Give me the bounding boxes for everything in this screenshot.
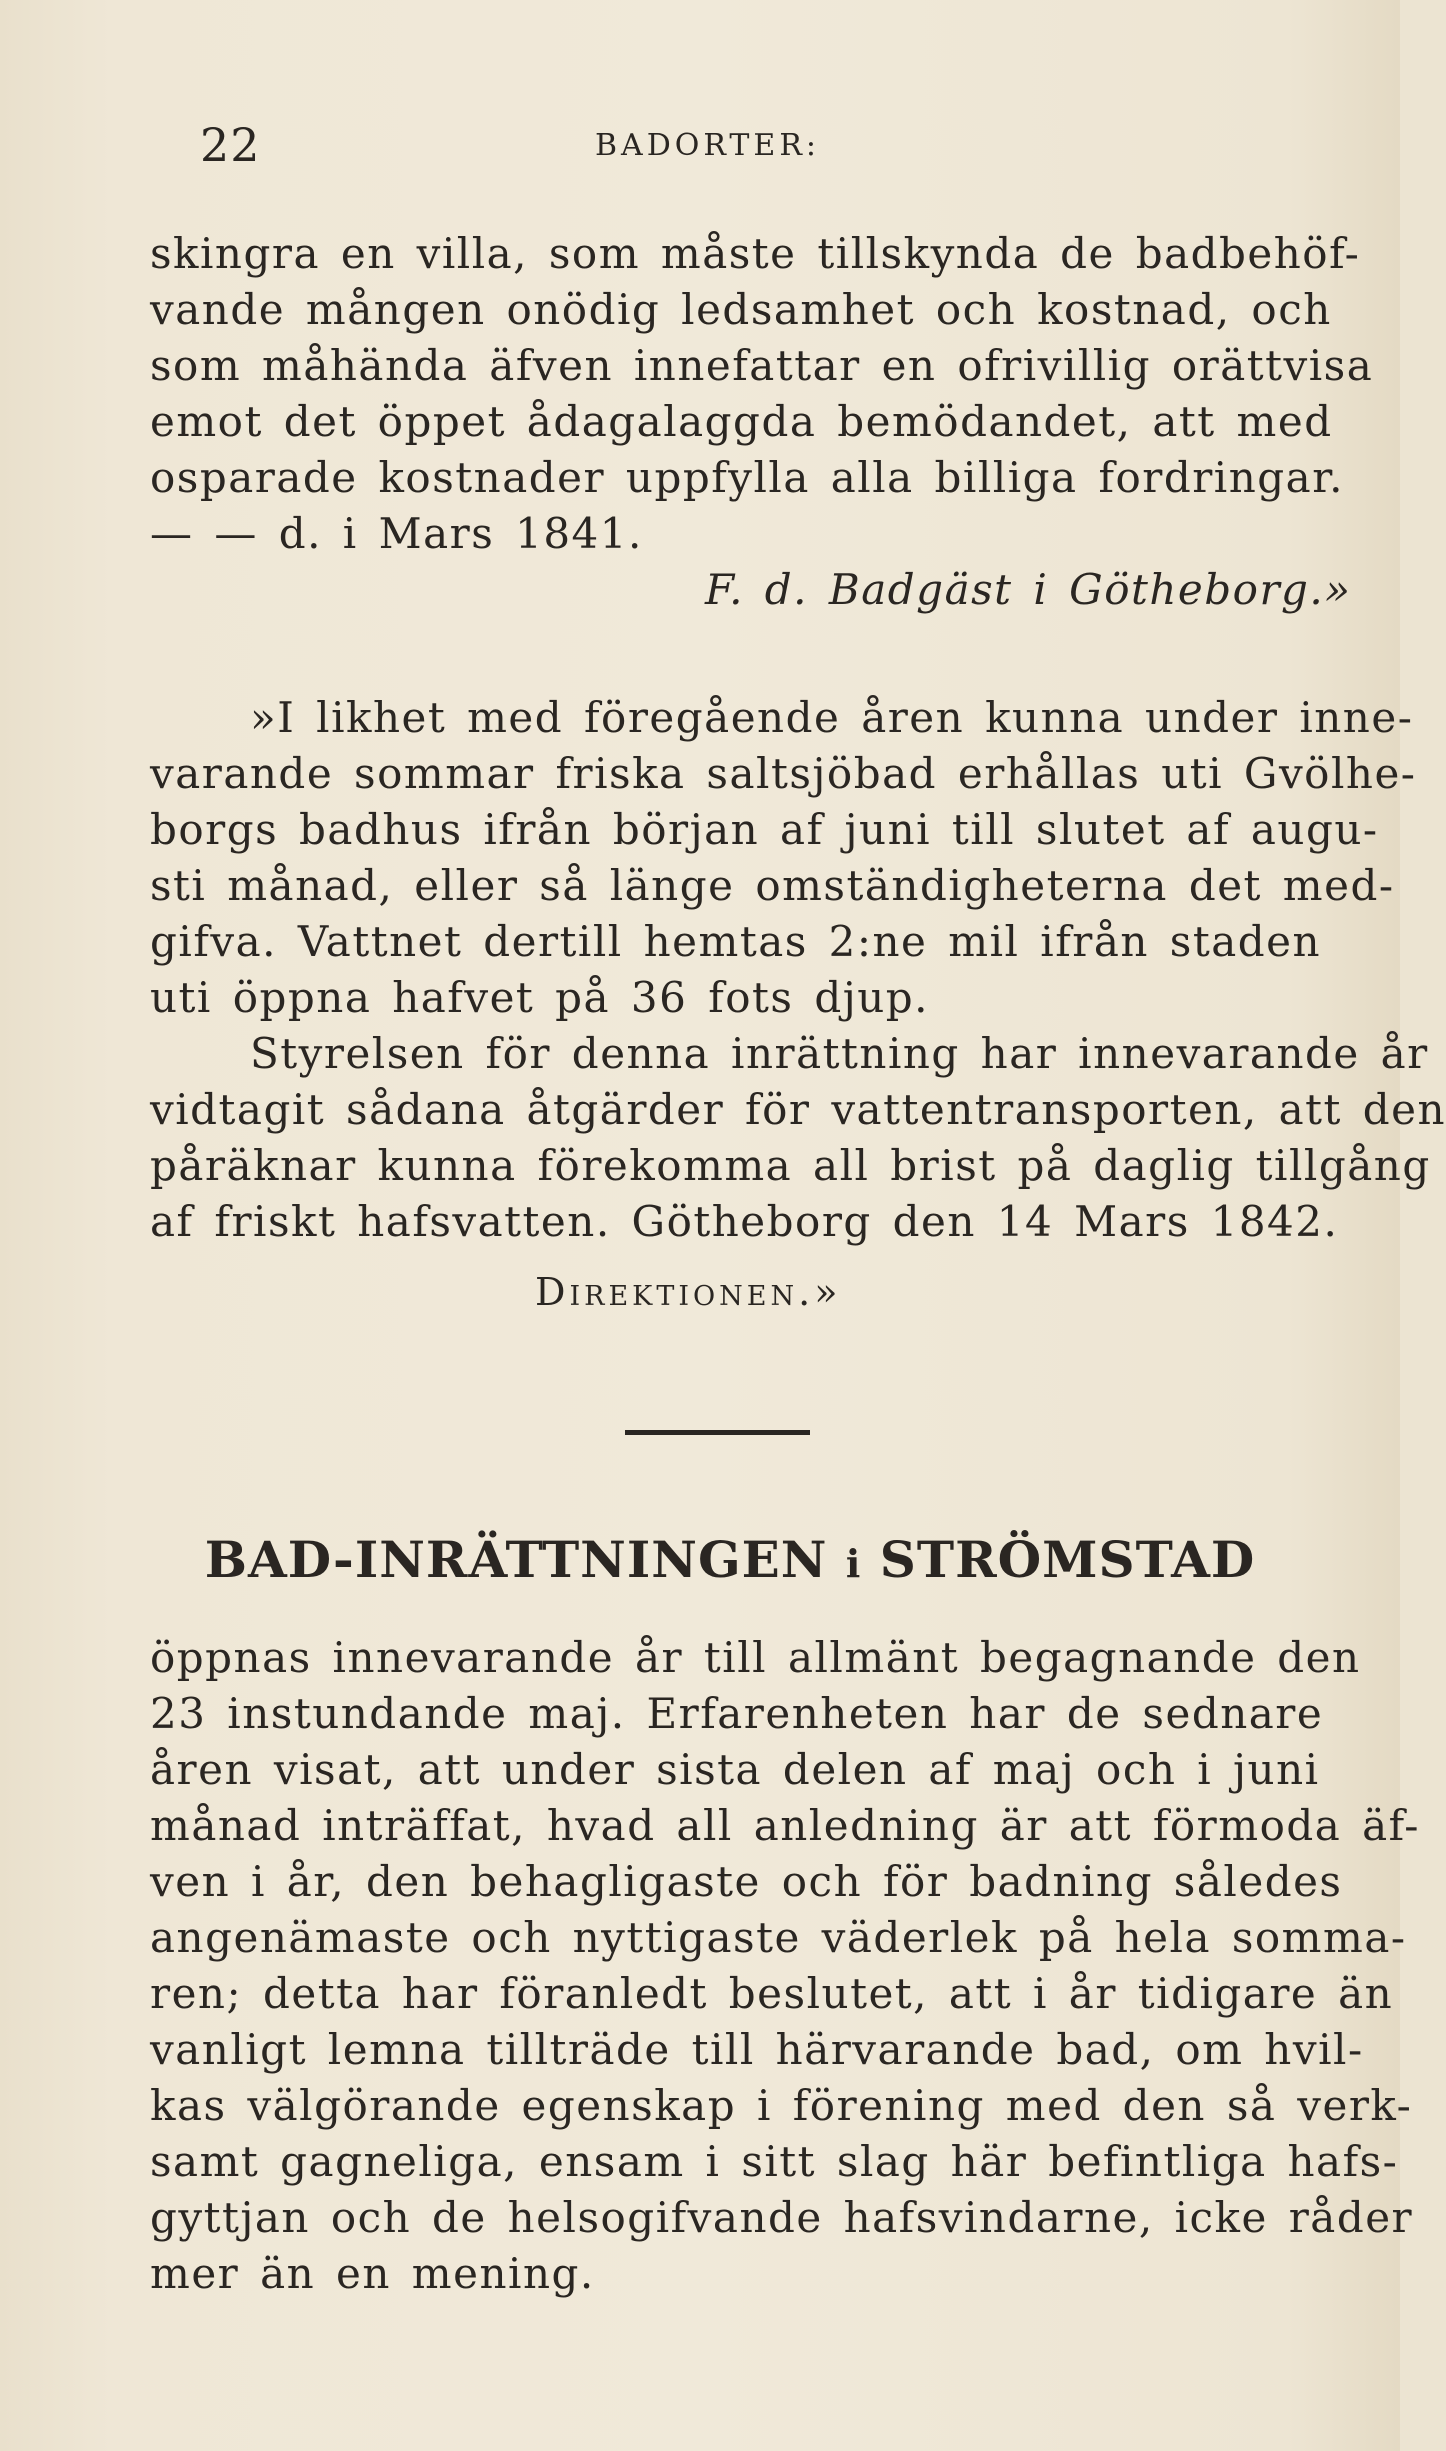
- text-line: öppnas innevarande år till allmänt begagnande den: [150, 1633, 1361, 1682]
- text-line: kas välgörande egenskap i förening med den så verk-: [150, 2081, 1413, 2130]
- signature-guest: F. d. Badgäst i Götheborg.»: [705, 565, 1352, 614]
- text-line: osparade kostnader uppfylla alla billiga fordringar.: [150, 453, 1345, 502]
- text-line: påräknar kunna förekomma all brist på daglig tillgång: [150, 1141, 1431, 1190]
- text-line: vande mången onödig ledsamhet och kostnad, och: [150, 285, 1332, 334]
- text-line: sti månad, eller så länge omständigheterna det med-: [150, 861, 1395, 910]
- section-divider: [625, 1430, 810, 1435]
- page-header: [150, 118, 1310, 178]
- text-line: af friskt hafsvatten. Götheborg den 14 Mars 1842.: [150, 1197, 1339, 1246]
- text-line: mer än en mening.: [150, 2249, 595, 2298]
- text-line: gyttjan och de helsogifvande hafsvindarne, icke råder: [150, 2193, 1414, 2242]
- signature-direction: Direktionen.»: [535, 1270, 842, 1314]
- text-line: vanligt lemna tillträde till härvarande bad, om hvil-: [150, 2025, 1364, 2074]
- section-heading: [150, 1530, 1310, 1589]
- text-line: borgs badhus ifrån början af juni till slutet af augu-: [150, 805, 1379, 854]
- text-line: åren visat, att under sista delen af maj och i juni: [150, 1745, 1320, 1794]
- heading-main: BAD-INRÄTTNINGEN: [204, 1530, 828, 1589]
- text-line: månad inträffat, hvad all anledning är att förmoda äf-: [150, 1801, 1420, 1850]
- text-line: gifva. Vattnet dertill hemtas 2:ne mil ifrån staden: [150, 917, 1322, 966]
- text-line: skingra en villa, som måste tillskynda de badbehöf-: [150, 229, 1361, 278]
- text-line: »I likhet med föregående åren kunna under inne-: [250, 693, 1414, 742]
- text-line: Styrelsen för denna inrättning har innevarande år: [250, 1029, 1429, 1078]
- running-head: BADORTER:: [595, 128, 821, 163]
- heading-connector: i: [845, 1541, 862, 1586]
- text-line: samt gagneliga, ensam i sitt slag här befintliga hafs-: [150, 2137, 1399, 2186]
- text-line: uti öppna hafvet på 36 fots djup.: [150, 973, 930, 1022]
- text-line: emot det öppet ådagalaggda bemödandet, att med: [150, 397, 1333, 446]
- text-line: 23 instundande maj. Erfarenheten har de sednare: [150, 1689, 1324, 1738]
- text-line: ren; detta har föranledt beslutet, att i år tidigare än: [150, 1969, 1394, 2018]
- heading-place: STRÖMSTAD: [879, 1530, 1256, 1589]
- text-line: angenämaste och nyttigaste väderlek på hela somma-: [150, 1913, 1407, 1962]
- text-line: vidtagit sådana åtgärder för vattentransporten, att den: [150, 1085, 1446, 1134]
- dateline: — — d. i Mars 1841.: [150, 509, 643, 558]
- paragraph-stromstad: [150, 1630, 1420, 2302]
- paragraph-letter-end: [150, 226, 1374, 618]
- text-line: som måhända äfven innefattar en ofrivillig orättvisa: [150, 341, 1374, 390]
- text-line: varande sommar friska saltsjöbad erhållas uti Gvölhe-: [150, 749, 1417, 798]
- text-line: ven i år, den behagligaste och för badning således: [150, 1857, 1343, 1906]
- paragraph-gotheborg-notice: [150, 690, 1446, 1320]
- page-number: 22: [200, 118, 261, 172]
